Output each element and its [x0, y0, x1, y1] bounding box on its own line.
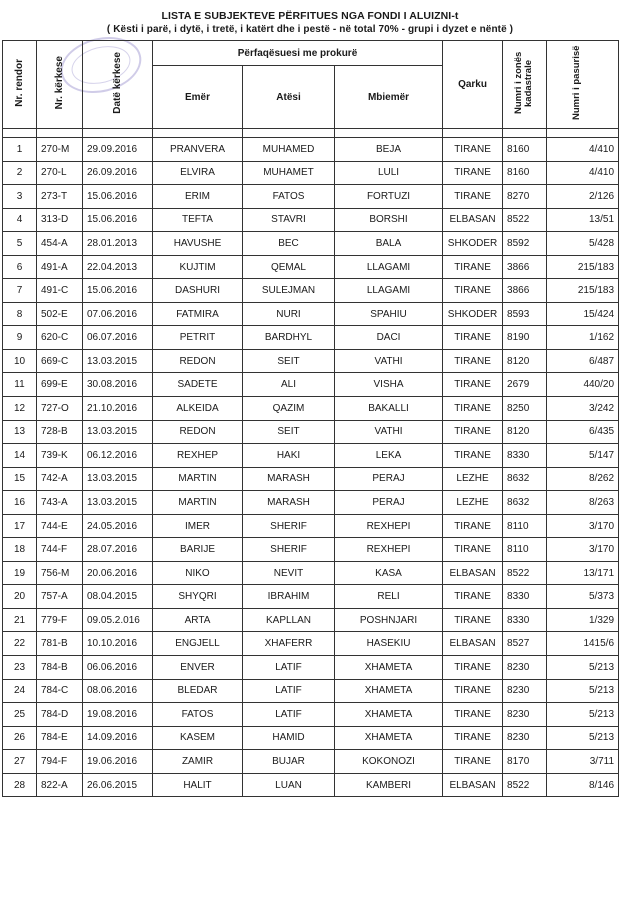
cell-zona: 8632 [503, 491, 547, 515]
cell-mbiemer: VATHI [335, 349, 443, 373]
cell-mbiemer: BORSHI [335, 208, 443, 232]
cell-mbiemer: BEJA [335, 138, 443, 162]
cell-kerkese: 491-C [37, 279, 83, 303]
cell-date: 06.07.2016 [83, 326, 153, 350]
cell-date: 15.06.2016 [83, 185, 153, 209]
cell-date: 15.06.2016 [83, 208, 153, 232]
cell-qarku: TIRANE [443, 349, 503, 373]
cell-emer: TEFTA [153, 208, 243, 232]
cell-qarku: TIRANE [443, 656, 503, 680]
cell-date: 22.04.2013 [83, 255, 153, 279]
cell-nr: 8 [3, 302, 37, 326]
cell-pasurise: 5/213 [547, 703, 619, 727]
table-row [3, 467, 619, 491]
cell-mbiemer: DACI [335, 326, 443, 350]
cell-emer: MARTIN [153, 467, 243, 491]
cell-atesi: BARDHYL [243, 326, 335, 350]
cell-mbiemer: FORTUZI [335, 185, 443, 209]
cell-kerkese: 744-F [37, 538, 83, 562]
cell-zona: 3866 [503, 279, 547, 303]
cell-kerkese: 669-C [37, 349, 83, 373]
cell-zona: 8270 [503, 185, 547, 209]
cell-pasurise: 1/329 [547, 608, 619, 632]
cell-nr: 26 [3, 726, 37, 750]
cell-atesi: LATIF [243, 703, 335, 727]
cell-nr: 17 [3, 514, 37, 538]
document-subtitle: ( Kësti i parë, i dytë, i tretë, i katërt dhe i pestë - në total 70% - grupi i dyzet e nëntë ) [106, 24, 514, 35]
cell-atesi: QEMAL [243, 255, 335, 279]
table-row [3, 373, 619, 397]
cell-nr: 23 [3, 656, 37, 680]
cell-emer: KASEM [153, 726, 243, 750]
cell-qarku: TIRANE [443, 726, 503, 750]
table-row [3, 656, 619, 680]
cell-qarku: TIRANE [443, 444, 503, 468]
cell-pasurise: 4/410 [547, 138, 619, 162]
cell-mbiemer: PERAJ [335, 467, 443, 491]
table-row [3, 397, 619, 421]
cell-atesi: XHAFERR [243, 632, 335, 656]
cell-kerkese: 757-A [37, 585, 83, 609]
table-row [3, 491, 619, 515]
cell-atesi: SHERIF [243, 514, 335, 538]
table-row [3, 726, 619, 750]
cell-emer: SHYQRI [153, 585, 243, 609]
cell-kerkese: 728-B [37, 420, 83, 444]
cell-kerkese: 273-T [37, 185, 83, 209]
cell-nr: 16 [3, 491, 37, 515]
cell-pasurise: 1415/6 [547, 632, 619, 656]
cell-pasurise: 3/711 [547, 750, 619, 774]
cell-emer: PETRIT [153, 326, 243, 350]
table-row [3, 420, 619, 444]
cell-zona: 8110 [503, 538, 547, 562]
cell-qarku: TIRANE [443, 608, 503, 632]
cell-emer: HALIT [153, 773, 243, 797]
col-group-header: Përfaqësuesi me prokurë [153, 41, 443, 66]
cell-atesi: BUJAR [243, 750, 335, 774]
cell-mbiemer: HASEKIU [335, 632, 443, 656]
cell-nr: 9 [3, 326, 37, 350]
table-row [3, 208, 619, 232]
cell-nr: 7 [3, 279, 37, 303]
cell-nr: 18 [3, 538, 37, 562]
cell-emer: DASHURI [153, 279, 243, 303]
cell-date: 26.06.2015 [83, 773, 153, 797]
cell-zona: 8330 [503, 608, 547, 632]
cell-kerkese: 727-O [37, 397, 83, 421]
cell-kerkese: 744-E [37, 514, 83, 538]
table-row [3, 561, 619, 585]
cell-zona: 8230 [503, 679, 547, 703]
cell-emer: ZAMIR [153, 750, 243, 774]
cell-qarku: TIRANE [443, 185, 503, 209]
table-row [3, 185, 619, 209]
document-title: LISTA E SUBJEKTEVE PËRFITUES NGA FONDI I ALUIZNI-t [161, 10, 459, 22]
cell-nr: 14 [3, 444, 37, 468]
cell-kerkese: 756-M [37, 561, 83, 585]
cell-kerkese: 270-L [37, 161, 83, 185]
cell-qarku: SHKODER [443, 232, 503, 256]
cell-date: 09.05.2.016 [83, 608, 153, 632]
table-row [3, 444, 619, 468]
cell-emer: ALKEIDA [153, 397, 243, 421]
cell-mbiemer: KOKONOZI [335, 750, 443, 774]
cell-qarku: TIRANE [443, 279, 503, 303]
cell-qarku: TIRANE [443, 397, 503, 421]
cell-pasurise: 3/170 [547, 514, 619, 538]
cell-nr: 24 [3, 679, 37, 703]
table-row [3, 232, 619, 256]
cell-kerkese: 620-C [37, 326, 83, 350]
cell-emer: ELVIRA [153, 161, 243, 185]
cell-date: 20.06.2016 [83, 561, 153, 585]
cell-atesi: LUAN [243, 773, 335, 797]
cell-zona: 8330 [503, 585, 547, 609]
cell-kerkese: 784-E [37, 726, 83, 750]
cell-emer: ENGJELL [153, 632, 243, 656]
cell-emer: PRANVERA [153, 138, 243, 162]
cell-pasurise: 215/183 [547, 255, 619, 279]
cell-qarku: TIRANE [443, 255, 503, 279]
cell-pasurise: 5/213 [547, 679, 619, 703]
cell-nr: 10 [3, 349, 37, 373]
cell-zona: 8522 [503, 561, 547, 585]
cell-emer: BARIJE [153, 538, 243, 562]
table-row [3, 608, 619, 632]
cell-mbiemer: LLAGAMI [335, 279, 443, 303]
cell-kerkese: 781-B [37, 632, 83, 656]
table-row [3, 138, 619, 162]
col-emer-header: Emër [153, 66, 243, 129]
cell-atesi: MUHAMET [243, 161, 335, 185]
cell-mbiemer: REXHEPI [335, 514, 443, 538]
cell-nr: 15 [3, 467, 37, 491]
cell-date: 15.06.2016 [83, 279, 153, 303]
cell-nr: 21 [3, 608, 37, 632]
cell-qarku: ELBASAN [443, 208, 503, 232]
cell-qarku: ELBASAN [443, 561, 503, 585]
cell-zona: 8250 [503, 397, 547, 421]
cell-date: 19.08.2016 [83, 703, 153, 727]
cell-zona: 8632 [503, 467, 547, 491]
cell-date: 19.06.2016 [83, 750, 153, 774]
cell-mbiemer: VISHA [335, 373, 443, 397]
cell-mbiemer: VATHI [335, 420, 443, 444]
cell-atesi: MARASH [243, 491, 335, 515]
table-row [3, 679, 619, 703]
col-nr-header: Nr. rendor [3, 41, 37, 129]
cell-zona: 8593 [503, 302, 547, 326]
col-date-header: Datë kërkese [83, 41, 153, 129]
cell-zona: 8120 [503, 349, 547, 373]
cell-mbiemer: PERAJ [335, 491, 443, 515]
table-row [3, 302, 619, 326]
cell-zona: 8230 [503, 703, 547, 727]
cell-qarku: ELBASAN [443, 773, 503, 797]
cell-pasurise: 13/51 [547, 208, 619, 232]
cell-zona: 2679 [503, 373, 547, 397]
cell-atesi: SHERIF [243, 538, 335, 562]
cell-nr: 11 [3, 373, 37, 397]
cell-date: 13.03.2015 [83, 467, 153, 491]
cell-emer: REDON [153, 420, 243, 444]
cell-qarku: TIRANE [443, 538, 503, 562]
cell-kerkese: 742-A [37, 467, 83, 491]
cell-zona: 8330 [503, 444, 547, 468]
cell-date: 21.10.2016 [83, 397, 153, 421]
table-row [3, 750, 619, 774]
cell-atesi: BEC [243, 232, 335, 256]
cell-pasurise: 13/171 [547, 561, 619, 585]
cell-mbiemer: XHAMETA [335, 656, 443, 680]
cell-pasurise: 3/242 [547, 397, 619, 421]
cell-kerkese: 739-K [37, 444, 83, 468]
cell-date: 29.09.2016 [83, 138, 153, 162]
cell-qarku: TIRANE [443, 161, 503, 185]
cell-zona: 8230 [503, 656, 547, 680]
cell-pasurise: 5/428 [547, 232, 619, 256]
cell-qarku: TIRANE [443, 138, 503, 162]
cell-qarku: TIRANE [443, 373, 503, 397]
cell-emer: IMER [153, 514, 243, 538]
cell-pasurise: 5/373 [547, 585, 619, 609]
table-row [3, 161, 619, 185]
cell-date: 08.04.2015 [83, 585, 153, 609]
cell-emer: HAVUSHE [153, 232, 243, 256]
cell-zona: 3866 [503, 255, 547, 279]
cell-date: 06.12.2016 [83, 444, 153, 468]
cell-nr: 19 [3, 561, 37, 585]
table-row [3, 703, 619, 727]
cell-pasurise: 1/162 [547, 326, 619, 350]
cell-mbiemer: LULI [335, 161, 443, 185]
cell-qarku: LEZHE [443, 467, 503, 491]
cell-mbiemer: XHAMETA [335, 679, 443, 703]
cell-pasurise: 2/126 [547, 185, 619, 209]
cell-atesi: LATIF [243, 679, 335, 703]
cell-zona: 8110 [503, 514, 547, 538]
cell-date: 06.06.2016 [83, 656, 153, 680]
cell-atesi: STAVRI [243, 208, 335, 232]
cell-mbiemer: LEKA [335, 444, 443, 468]
cell-kerkese: 270-M [37, 138, 83, 162]
cell-date: 28.07.2016 [83, 538, 153, 562]
cell-kerkese: 454-A [37, 232, 83, 256]
cell-emer: ENVER [153, 656, 243, 680]
cell-atesi: QAZIM [243, 397, 335, 421]
cell-atesi: HAKI [243, 444, 335, 468]
col-pasurise-header: Numri i pasurisë [547, 41, 619, 129]
cell-pasurise: 8/262 [547, 467, 619, 491]
cell-atesi: NEVIT [243, 561, 335, 585]
cell-zona: 8190 [503, 326, 547, 350]
cell-emer: KUJTIM [153, 255, 243, 279]
table-row [3, 349, 619, 373]
col-mbiemer-header: Mbiemër [335, 66, 443, 129]
cell-zona: 8170 [503, 750, 547, 774]
cell-pasurise: 6/435 [547, 420, 619, 444]
cell-emer: FATOS [153, 703, 243, 727]
cell-mbiemer: POSHNJARI [335, 608, 443, 632]
cell-nr: 3 [3, 185, 37, 209]
cell-pasurise: 5/213 [547, 656, 619, 680]
cell-date: 07.06.2016 [83, 302, 153, 326]
cell-zona: 8522 [503, 208, 547, 232]
cell-zona: 8160 [503, 161, 547, 185]
col-qarku-header: Qarku [443, 41, 503, 129]
cell-atesi: SEIT [243, 349, 335, 373]
cell-emer: REDON [153, 349, 243, 373]
cell-pasurise: 440/20 [547, 373, 619, 397]
beneficiaries-table [2, 40, 619, 797]
cell-emer: BLEDAR [153, 679, 243, 703]
cell-qarku: LEZHE [443, 491, 503, 515]
cell-date: 26.09.2016 [83, 161, 153, 185]
cell-kerkese: 822-A [37, 773, 83, 797]
cell-atesi: HAMID [243, 726, 335, 750]
cell-nr: 5 [3, 232, 37, 256]
cell-date: 14.09.2016 [83, 726, 153, 750]
col-atesi-header: Atësi [243, 66, 335, 129]
cell-mbiemer: XHAMETA [335, 726, 443, 750]
cell-pasurise: 5/213 [547, 726, 619, 750]
table-row [3, 326, 619, 350]
cell-atesi: IBRAHIM [243, 585, 335, 609]
cell-emer: FATMIRA [153, 302, 243, 326]
cell-pasurise: 6/487 [547, 349, 619, 373]
cell-atesi: MUHAMED [243, 138, 335, 162]
cell-emer: ARTA [153, 608, 243, 632]
cell-date: 30.08.2016 [83, 373, 153, 397]
cell-nr: 28 [3, 773, 37, 797]
cell-emer: MARTIN [153, 491, 243, 515]
cell-nr: 1 [3, 138, 37, 162]
cell-pasurise: 215/183 [547, 279, 619, 303]
cell-zona: 8160 [503, 138, 547, 162]
cell-mbiemer: REXHEPI [335, 538, 443, 562]
cell-pasurise: 8/146 [547, 773, 619, 797]
cell-emer: ERIM [153, 185, 243, 209]
cell-atesi: FATOS [243, 185, 335, 209]
cell-kerkese: 784-D [37, 703, 83, 727]
cell-zona: 8527 [503, 632, 547, 656]
cell-date: 24.05.2016 [83, 514, 153, 538]
cell-emer: NIKO [153, 561, 243, 585]
cell-pasurise: 4/410 [547, 161, 619, 185]
cell-kerkese: 502-E [37, 302, 83, 326]
cell-qarku: TIRANE [443, 750, 503, 774]
cell-mbiemer: RELI [335, 585, 443, 609]
cell-kerkese: 784-B [37, 656, 83, 680]
cell-mbiemer: SPAHIU [335, 302, 443, 326]
cell-atesi: KAPLLAN [243, 608, 335, 632]
col-zona-header: Numri i zonës kadastrale [503, 41, 547, 129]
cell-qarku: ELBASAN [443, 632, 503, 656]
cell-nr: 13 [3, 420, 37, 444]
cell-emer: REXHEP [153, 444, 243, 468]
cell-mbiemer: BALA [335, 232, 443, 256]
cell-nr: 25 [3, 703, 37, 727]
cell-date: 28.01.2013 [83, 232, 153, 256]
cell-nr: 20 [3, 585, 37, 609]
cell-qarku: TIRANE [443, 703, 503, 727]
col-kerkese-header: Nr. kërkese [37, 41, 83, 129]
cell-qarku: TIRANE [443, 679, 503, 703]
cell-nr: 2 [3, 161, 37, 185]
cell-date: 08.06.2016 [83, 679, 153, 703]
cell-kerkese: 779-F [37, 608, 83, 632]
table-row [3, 514, 619, 538]
cell-kerkese: 784-C [37, 679, 83, 703]
cell-nr: 12 [3, 397, 37, 421]
cell-pasurise: 8/263 [547, 491, 619, 515]
cell-kerkese: 699-E [37, 373, 83, 397]
cell-pasurise: 15/424 [547, 302, 619, 326]
cell-qarku: TIRANE [443, 326, 503, 350]
cell-zona: 8592 [503, 232, 547, 256]
cell-mbiemer: KAMBERI [335, 773, 443, 797]
cell-kerkese: 743-A [37, 491, 83, 515]
cell-zona: 8522 [503, 773, 547, 797]
cell-date: 13.03.2015 [83, 349, 153, 373]
table-row [3, 538, 619, 562]
cell-pasurise: 3/170 [547, 538, 619, 562]
cell-mbiemer: LLAGAMI [335, 255, 443, 279]
cell-atesi: SEIT [243, 420, 335, 444]
cell-kerkese: 313-D [37, 208, 83, 232]
table-row [3, 773, 619, 797]
table-row [3, 632, 619, 656]
cell-date: 10.10.2016 [83, 632, 153, 656]
cell-qarku: TIRANE [443, 585, 503, 609]
cell-nr: 27 [3, 750, 37, 774]
cell-nr: 6 [3, 255, 37, 279]
cell-nr: 22 [3, 632, 37, 656]
cell-atesi: LATIF [243, 656, 335, 680]
cell-date: 13.03.2015 [83, 491, 153, 515]
cell-zona: 8230 [503, 726, 547, 750]
cell-kerkese: 491-A [37, 255, 83, 279]
cell-qarku: SHKODER [443, 302, 503, 326]
cell-date: 13.03.2015 [83, 420, 153, 444]
cell-mbiemer: BAKALLI [335, 397, 443, 421]
cell-mbiemer: XHAMETA [335, 703, 443, 727]
table-row [3, 279, 619, 303]
cell-atesi: MARASH [243, 467, 335, 491]
table-row [3, 585, 619, 609]
cell-atesi: NURI [243, 302, 335, 326]
cell-zona: 8120 [503, 420, 547, 444]
table-row [3, 255, 619, 279]
cell-kerkese: 794-F [37, 750, 83, 774]
cell-emer: SADETE [153, 373, 243, 397]
cell-atesi: ALI [243, 373, 335, 397]
cell-qarku: TIRANE [443, 514, 503, 538]
cell-qarku: TIRANE [443, 420, 503, 444]
cell-atesi: SULEJMAN [243, 279, 335, 303]
cell-mbiemer: KASA [335, 561, 443, 585]
cell-nr: 4 [3, 208, 37, 232]
cell-pasurise: 5/147 [547, 444, 619, 468]
